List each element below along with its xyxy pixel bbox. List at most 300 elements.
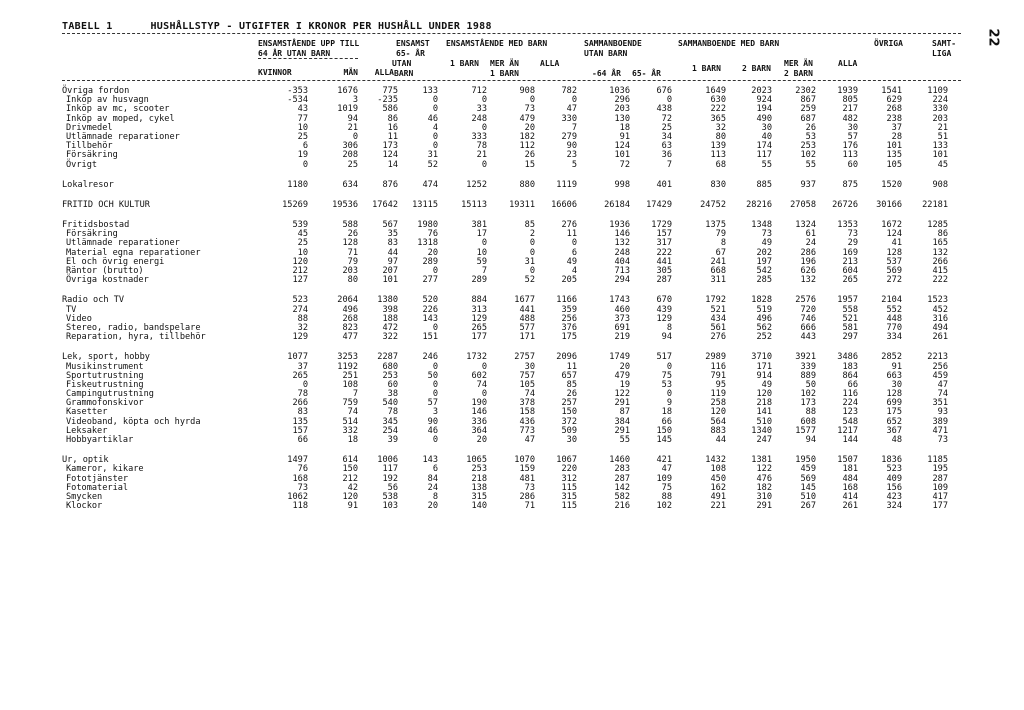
table-cell: 30166 bbox=[876, 199, 902, 210]
table-cell: 13115 bbox=[412, 199, 438, 210]
table-cell: 401 bbox=[656, 179, 672, 190]
table-cell: 253 bbox=[471, 464, 487, 475]
table-cell: 384 bbox=[614, 416, 630, 427]
table-cell: 1957 bbox=[837, 295, 858, 306]
table-cell: 1070 bbox=[514, 455, 535, 466]
table-row bbox=[62, 124, 967, 133]
table-cell: 0 bbox=[481, 238, 487, 249]
row-label: Kasetter bbox=[66, 407, 108, 418]
table-cell: 219 bbox=[614, 332, 630, 343]
table-cell: 47 bbox=[661, 464, 672, 475]
table-row bbox=[62, 133, 967, 142]
table-cell: 80 bbox=[715, 131, 726, 142]
table-cell: 7 bbox=[571, 122, 577, 133]
table-cell: 494 bbox=[932, 322, 948, 333]
table-cell: 265 bbox=[842, 275, 858, 286]
table-cell: 562 bbox=[756, 322, 772, 333]
table-row bbox=[62, 436, 967, 445]
table-cell: 144 bbox=[842, 435, 858, 445]
table-cell: 25 bbox=[661, 122, 672, 133]
row-label: Klockor bbox=[66, 501, 103, 512]
table-cell: 1743 bbox=[609, 295, 630, 306]
table-cell: 322 bbox=[382, 332, 398, 343]
table-cell: 30 bbox=[566, 435, 577, 445]
table-cell: 248 bbox=[614, 247, 630, 258]
table-cell: 276 bbox=[561, 220, 577, 231]
table-cell: 490 bbox=[756, 113, 772, 124]
table-cell: 124 bbox=[614, 141, 630, 152]
table-cell: 2302 bbox=[795, 86, 816, 96]
table-cell: 52 bbox=[524, 275, 535, 286]
table-cell: 1729 bbox=[651, 220, 672, 231]
table-cell: 472 bbox=[382, 322, 398, 333]
table-cell: 0 bbox=[481, 361, 487, 372]
table-cell: 668 bbox=[710, 266, 726, 276]
table-cell: 158 bbox=[519, 407, 535, 418]
table-cell: 142 bbox=[614, 482, 630, 493]
table-row bbox=[62, 427, 967, 436]
table-cell: 150 bbox=[342, 464, 358, 475]
table-cell: 88 bbox=[297, 313, 308, 324]
table-cell: 78 bbox=[387, 407, 398, 418]
table-cell: 652 bbox=[886, 416, 902, 427]
table-cell: 517 bbox=[656, 352, 672, 363]
table-cell: 441 bbox=[519, 304, 535, 315]
table-cell: 253 bbox=[800, 141, 816, 152]
table-cell: 0 bbox=[432, 379, 438, 390]
table-cell: 285 bbox=[756, 275, 772, 286]
table-cell: 7 bbox=[352, 389, 358, 400]
table-cell: 45 bbox=[297, 229, 308, 240]
row-label: Sportutrustning bbox=[66, 370, 144, 381]
table-cell: 1119 bbox=[556, 179, 577, 190]
heading-barn: BARN bbox=[394, 69, 414, 78]
table-row bbox=[62, 306, 967, 315]
row-label: Övriga fordon bbox=[62, 86, 130, 96]
row-label: TV bbox=[66, 304, 77, 315]
table-cell: 520 bbox=[422, 295, 438, 306]
table-cell: 548 bbox=[842, 416, 858, 427]
table-cell: 101 bbox=[886, 141, 902, 152]
table-cell: 213 bbox=[842, 256, 858, 267]
table-cell: 182 bbox=[519, 131, 535, 142]
table-cell: 1318 bbox=[417, 238, 438, 249]
table-cell: 165 bbox=[932, 238, 948, 249]
table-cell: 11 bbox=[566, 361, 577, 372]
table-cell: 116 bbox=[842, 389, 858, 400]
table-cell: 268 bbox=[886, 104, 902, 115]
table-cell: 629 bbox=[886, 95, 902, 106]
table-row bbox=[62, 87, 967, 96]
heading-ensamst: ENSAMST bbox=[396, 39, 430, 48]
row-label: Inköp av mc, scooter bbox=[66, 104, 170, 115]
table-cell: 132 bbox=[800, 275, 816, 286]
expenditure-table bbox=[62, 87, 967, 511]
table-cell: 38 bbox=[387, 389, 398, 400]
table-cell: 141 bbox=[756, 407, 772, 418]
heading-man: MÄN bbox=[343, 68, 358, 77]
table-cell: 150 bbox=[656, 425, 672, 436]
table-cell: 6 bbox=[571, 247, 577, 258]
table-cell: 145 bbox=[800, 482, 816, 493]
table-cell: 28 bbox=[891, 131, 902, 142]
table-cell: 3 bbox=[432, 407, 438, 418]
table-row bbox=[62, 221, 967, 230]
table-cell: 339 bbox=[800, 361, 816, 372]
table-cell: 1180 bbox=[287, 179, 308, 190]
table-cell: 71 bbox=[524, 501, 535, 512]
table-row bbox=[62, 267, 967, 276]
heading-mer-an: MER ÄN bbox=[490, 59, 519, 68]
table-cell: 266 bbox=[292, 398, 308, 409]
table-cell: 122 bbox=[614, 389, 630, 400]
table-cell: 20 bbox=[476, 435, 487, 445]
table-cell: 2576 bbox=[795, 295, 816, 306]
table-cell: 1732 bbox=[466, 352, 487, 363]
table-cell: 448 bbox=[886, 313, 902, 324]
table-cell: 287 bbox=[614, 473, 630, 484]
table-cell: 66 bbox=[661, 416, 672, 427]
table-cell: 123 bbox=[842, 407, 858, 418]
table-cell: 159 bbox=[519, 464, 535, 475]
table-cell: 330 bbox=[561, 113, 577, 124]
table-cell: 31 bbox=[427, 150, 438, 161]
table-cell: 169 bbox=[842, 247, 858, 258]
table-cell: 60 bbox=[847, 159, 858, 170]
table-cell: 582 bbox=[614, 491, 630, 502]
table-cell: 312 bbox=[561, 473, 577, 484]
table-cell: 0 bbox=[432, 389, 438, 400]
table-cell: 50 bbox=[805, 379, 816, 390]
table-cell: 241 bbox=[710, 256, 726, 267]
table-cell: -353 bbox=[287, 86, 308, 96]
table-cell: 805 bbox=[842, 95, 858, 106]
table-cell: 116 bbox=[710, 361, 726, 372]
table-cell: 221 bbox=[710, 501, 726, 512]
table-cell: 188 bbox=[382, 313, 398, 324]
table-cell: 830 bbox=[710, 179, 726, 190]
table-cell: 438 bbox=[656, 104, 672, 115]
table-cell: 76 bbox=[427, 229, 438, 240]
page-number: 22 bbox=[985, 28, 1001, 47]
row-label: Försäkring bbox=[66, 150, 118, 161]
row-label: Fiskeutrustning bbox=[66, 379, 144, 390]
table-cell: 712 bbox=[471, 86, 487, 96]
table-cell: 663 bbox=[886, 370, 902, 381]
row-label: Reparation, hyra, tillbehör bbox=[66, 332, 206, 343]
table-cell: 521 bbox=[842, 313, 858, 324]
table-cell: 0 bbox=[529, 95, 535, 106]
table-cell: 539 bbox=[292, 220, 308, 231]
table-cell: 0 bbox=[432, 435, 438, 445]
table-cell: 25 bbox=[347, 159, 358, 170]
table-cell: 884 bbox=[471, 295, 487, 306]
table-row bbox=[62, 465, 967, 474]
table-cell: 105 bbox=[519, 379, 535, 390]
table-cell: 450 bbox=[710, 473, 726, 484]
table-cell: 0 bbox=[481, 122, 487, 133]
table-cell: 135 bbox=[292, 416, 308, 427]
table-cell: 29 bbox=[847, 238, 858, 249]
table-cell: 687 bbox=[800, 113, 816, 124]
table-cell: 226 bbox=[422, 304, 438, 315]
table-cell: 267 bbox=[800, 501, 816, 512]
table-cell: 28216 bbox=[746, 199, 772, 210]
table-cell: 2023 bbox=[751, 86, 772, 96]
table-cell: 102 bbox=[800, 150, 816, 161]
table-cell: 49 bbox=[566, 256, 577, 267]
table-cell: 791 bbox=[710, 370, 726, 381]
table-cell: 90 bbox=[427, 416, 438, 427]
table-cell: 1649 bbox=[705, 86, 726, 96]
table-cell: 23 bbox=[566, 150, 577, 161]
table-cell: 316 bbox=[932, 313, 948, 324]
table-cell: 18 bbox=[661, 407, 672, 418]
table-row bbox=[62, 456, 967, 465]
table-cell: 634 bbox=[342, 179, 358, 190]
table-cell: 259 bbox=[800, 104, 816, 115]
row-label: El och övrig energi bbox=[66, 256, 165, 267]
table-cell: 26 bbox=[805, 122, 816, 133]
table-cell: 365 bbox=[710, 113, 726, 124]
table-cell: 378 bbox=[519, 398, 535, 409]
table-cell: 47 bbox=[937, 379, 948, 390]
heading-utan: UTAN bbox=[392, 59, 412, 68]
table-cell: 1507 bbox=[837, 455, 858, 466]
table-cell: 0 bbox=[529, 238, 535, 249]
table-cell: 443 bbox=[800, 332, 816, 343]
table-cell: 90 bbox=[566, 141, 577, 152]
table-cell: 129 bbox=[656, 313, 672, 324]
table-cell: 252 bbox=[756, 332, 772, 343]
table-cell: 19536 bbox=[332, 199, 358, 210]
row-label: Försäkring bbox=[66, 229, 118, 240]
table-cell: 192 bbox=[382, 473, 398, 484]
table-cell: 24752 bbox=[700, 199, 726, 210]
table-cell: 101 bbox=[614, 150, 630, 161]
table-cell: 66 bbox=[847, 379, 858, 390]
table-cell: 317 bbox=[656, 238, 672, 249]
table-cell: 129 bbox=[471, 313, 487, 324]
row-label: Fototjänster bbox=[66, 473, 129, 484]
table-cell: 247 bbox=[756, 435, 772, 445]
table-cell: 120 bbox=[710, 407, 726, 418]
table-cell: 256 bbox=[561, 313, 577, 324]
heading-alla: ALLA bbox=[374, 68, 394, 77]
table-cell: 759 bbox=[342, 398, 358, 409]
table-cell: 908 bbox=[519, 86, 535, 96]
table-cell: 203 bbox=[932, 113, 948, 124]
table-cell: 182 bbox=[756, 482, 772, 493]
table-cell: 3921 bbox=[795, 352, 816, 363]
table-cell: 177 bbox=[932, 501, 948, 512]
table-row bbox=[62, 296, 967, 305]
table-cell: 83 bbox=[387, 238, 398, 249]
table-cell: 1006 bbox=[377, 455, 398, 466]
heading-samt: SAMT- bbox=[932, 39, 957, 48]
heading-1-barn: 1 BARN bbox=[450, 59, 479, 68]
table-cell: 937 bbox=[800, 179, 816, 190]
table-cell: 1348 bbox=[751, 220, 772, 231]
table-cell: 150 bbox=[561, 407, 577, 418]
table-cell: 0 bbox=[432, 95, 438, 106]
heading-sammanboende-med-barn: SAMMANBOENDE MED BARN bbox=[678, 39, 780, 48]
table-cell: 8 bbox=[666, 322, 672, 333]
row-label: Drivmedel bbox=[66, 122, 113, 133]
table-cell: 74 bbox=[476, 379, 487, 390]
table-cell: 57 bbox=[427, 398, 438, 409]
table-cell: 73 bbox=[297, 482, 308, 493]
table-cell: 460 bbox=[614, 304, 630, 315]
table-cell: 0 bbox=[481, 159, 487, 170]
row-label: FRITID OCH KULTUR bbox=[62, 199, 150, 210]
table-cell: 434 bbox=[710, 313, 726, 324]
table-cell: 57 bbox=[847, 131, 858, 142]
table-cell: 0 bbox=[529, 247, 535, 258]
table-cell: 203 bbox=[614, 104, 630, 115]
table-cell: 112 bbox=[519, 141, 535, 152]
table-cell: 109 bbox=[656, 473, 672, 484]
table-row bbox=[62, 363, 967, 372]
table-cell: 32 bbox=[297, 322, 308, 333]
table-cell: 0 bbox=[432, 322, 438, 333]
table-cell: 37 bbox=[297, 361, 308, 372]
table-cell: 49 bbox=[761, 379, 772, 390]
table-cell: 68 bbox=[715, 159, 726, 170]
table-cell: 101 bbox=[382, 275, 398, 286]
table-cell: 21 bbox=[347, 122, 358, 133]
table-cell: 120 bbox=[342, 491, 358, 502]
table-cell: 113 bbox=[842, 150, 858, 161]
table-cell: 46 bbox=[427, 425, 438, 436]
table-cell: 885 bbox=[756, 179, 772, 190]
table-cell: 867 bbox=[800, 95, 816, 106]
table-cell: 30 bbox=[761, 122, 772, 133]
table-cell: 124 bbox=[886, 229, 902, 240]
table-cell: 423 bbox=[886, 491, 902, 502]
table-cell: 86 bbox=[387, 113, 398, 124]
table-cell: 409 bbox=[886, 473, 902, 484]
table-cell: 279 bbox=[561, 131, 577, 142]
table-cell: 194 bbox=[756, 104, 772, 115]
heading-sammanboende: SAMMANBOENDE bbox=[584, 39, 642, 48]
table-cell: 1836 bbox=[881, 455, 902, 466]
table-cell: 56 bbox=[387, 482, 398, 493]
table-cell: 1185 bbox=[927, 455, 948, 466]
table-cell: 1065 bbox=[466, 455, 487, 466]
table-cell: 103 bbox=[382, 501, 398, 512]
table-cell: 51 bbox=[937, 131, 948, 142]
table-cell: 510 bbox=[800, 491, 816, 502]
table-cell: 1353 bbox=[837, 220, 858, 231]
table-cell: 140 bbox=[471, 501, 487, 512]
table-cell: 174 bbox=[756, 141, 772, 152]
heading-sambo-2-barn: 2 BARN bbox=[742, 64, 771, 73]
table-cell: 1460 bbox=[609, 455, 630, 466]
table-cell: 5 bbox=[571, 159, 577, 170]
table-cell: 289 bbox=[471, 275, 487, 286]
row-label: Stereo, radio, bandspelare bbox=[66, 322, 201, 333]
table-cell: 115 bbox=[561, 501, 577, 512]
table-cell: 2064 bbox=[337, 295, 358, 306]
table-cell: 2213 bbox=[927, 352, 948, 363]
table-cell: 289 bbox=[422, 256, 438, 267]
table-cell: 998 bbox=[614, 179, 630, 190]
table-cell: 283 bbox=[614, 464, 630, 475]
table-row bbox=[62, 418, 967, 427]
table-cell: 3253 bbox=[337, 352, 358, 363]
table-cell: 630 bbox=[710, 95, 726, 106]
table-row bbox=[62, 484, 967, 493]
table-cell: 85 bbox=[566, 379, 577, 390]
table-cell: 176 bbox=[842, 141, 858, 152]
table-cell: 666 bbox=[800, 322, 816, 333]
table-cell: 222 bbox=[656, 247, 672, 258]
table-cell: 414 bbox=[842, 491, 858, 502]
table-cell: 680 bbox=[382, 361, 398, 372]
table-cell: 258 bbox=[710, 398, 726, 409]
table-cell: 128 bbox=[886, 389, 902, 400]
table-cell: 713 bbox=[614, 266, 630, 276]
heading-mer-an-1-barn: 1 BARN bbox=[490, 69, 519, 78]
row-spacer bbox=[62, 210, 967, 221]
table-cell: 15 bbox=[524, 159, 535, 170]
row-label: Smycken bbox=[66, 491, 103, 502]
table-cell: 287 bbox=[656, 275, 672, 286]
table-cell: 1828 bbox=[751, 295, 772, 306]
table-cell: 133 bbox=[422, 86, 438, 96]
table-cell: 376 bbox=[561, 322, 577, 333]
table-cell: 84 bbox=[427, 473, 438, 484]
table-cell: 0 bbox=[302, 159, 308, 170]
table-cell: 261 bbox=[842, 501, 858, 512]
table-cell: 145 bbox=[656, 435, 672, 445]
table-row bbox=[62, 381, 967, 390]
table-cell: 91 bbox=[347, 501, 358, 512]
table-cell: 108 bbox=[342, 379, 358, 390]
table-cell: 21 bbox=[476, 150, 487, 161]
table-cell: 564 bbox=[710, 416, 726, 427]
table-cell: 1676 bbox=[337, 86, 358, 96]
table-cell: 146 bbox=[471, 407, 487, 418]
table-cell: 30 bbox=[891, 379, 902, 390]
table-cell: 202 bbox=[756, 247, 772, 258]
table-cell: 417 bbox=[932, 491, 948, 502]
table-cell: 44 bbox=[715, 435, 726, 445]
table-cell: 87 bbox=[619, 407, 630, 418]
table-cell: 128 bbox=[342, 238, 358, 249]
table-cell: 21 bbox=[937, 122, 948, 133]
table-cell: 538 bbox=[382, 491, 398, 502]
table-cell: 113 bbox=[710, 150, 726, 161]
table-cell: 85 bbox=[524, 220, 535, 231]
table-cell: 1166 bbox=[556, 295, 577, 306]
table-cell: 2852 bbox=[881, 352, 902, 363]
header-rule bbox=[62, 80, 961, 81]
table-cell: 1285 bbox=[927, 220, 948, 231]
table-cell: 471 bbox=[932, 425, 948, 436]
table-cell: 510 bbox=[756, 416, 772, 427]
table-cell: 1523 bbox=[927, 295, 948, 306]
table-cell: 16 bbox=[387, 122, 398, 133]
table-cell: 257 bbox=[561, 398, 577, 409]
table-cell: 1936 bbox=[609, 220, 630, 231]
table-cell: 66 bbox=[297, 435, 308, 445]
table-cell: 94 bbox=[661, 332, 672, 343]
row-label: Musikinstrument bbox=[66, 361, 144, 372]
table-cell: 212 bbox=[292, 266, 308, 276]
table-cell: 254 bbox=[382, 425, 398, 436]
